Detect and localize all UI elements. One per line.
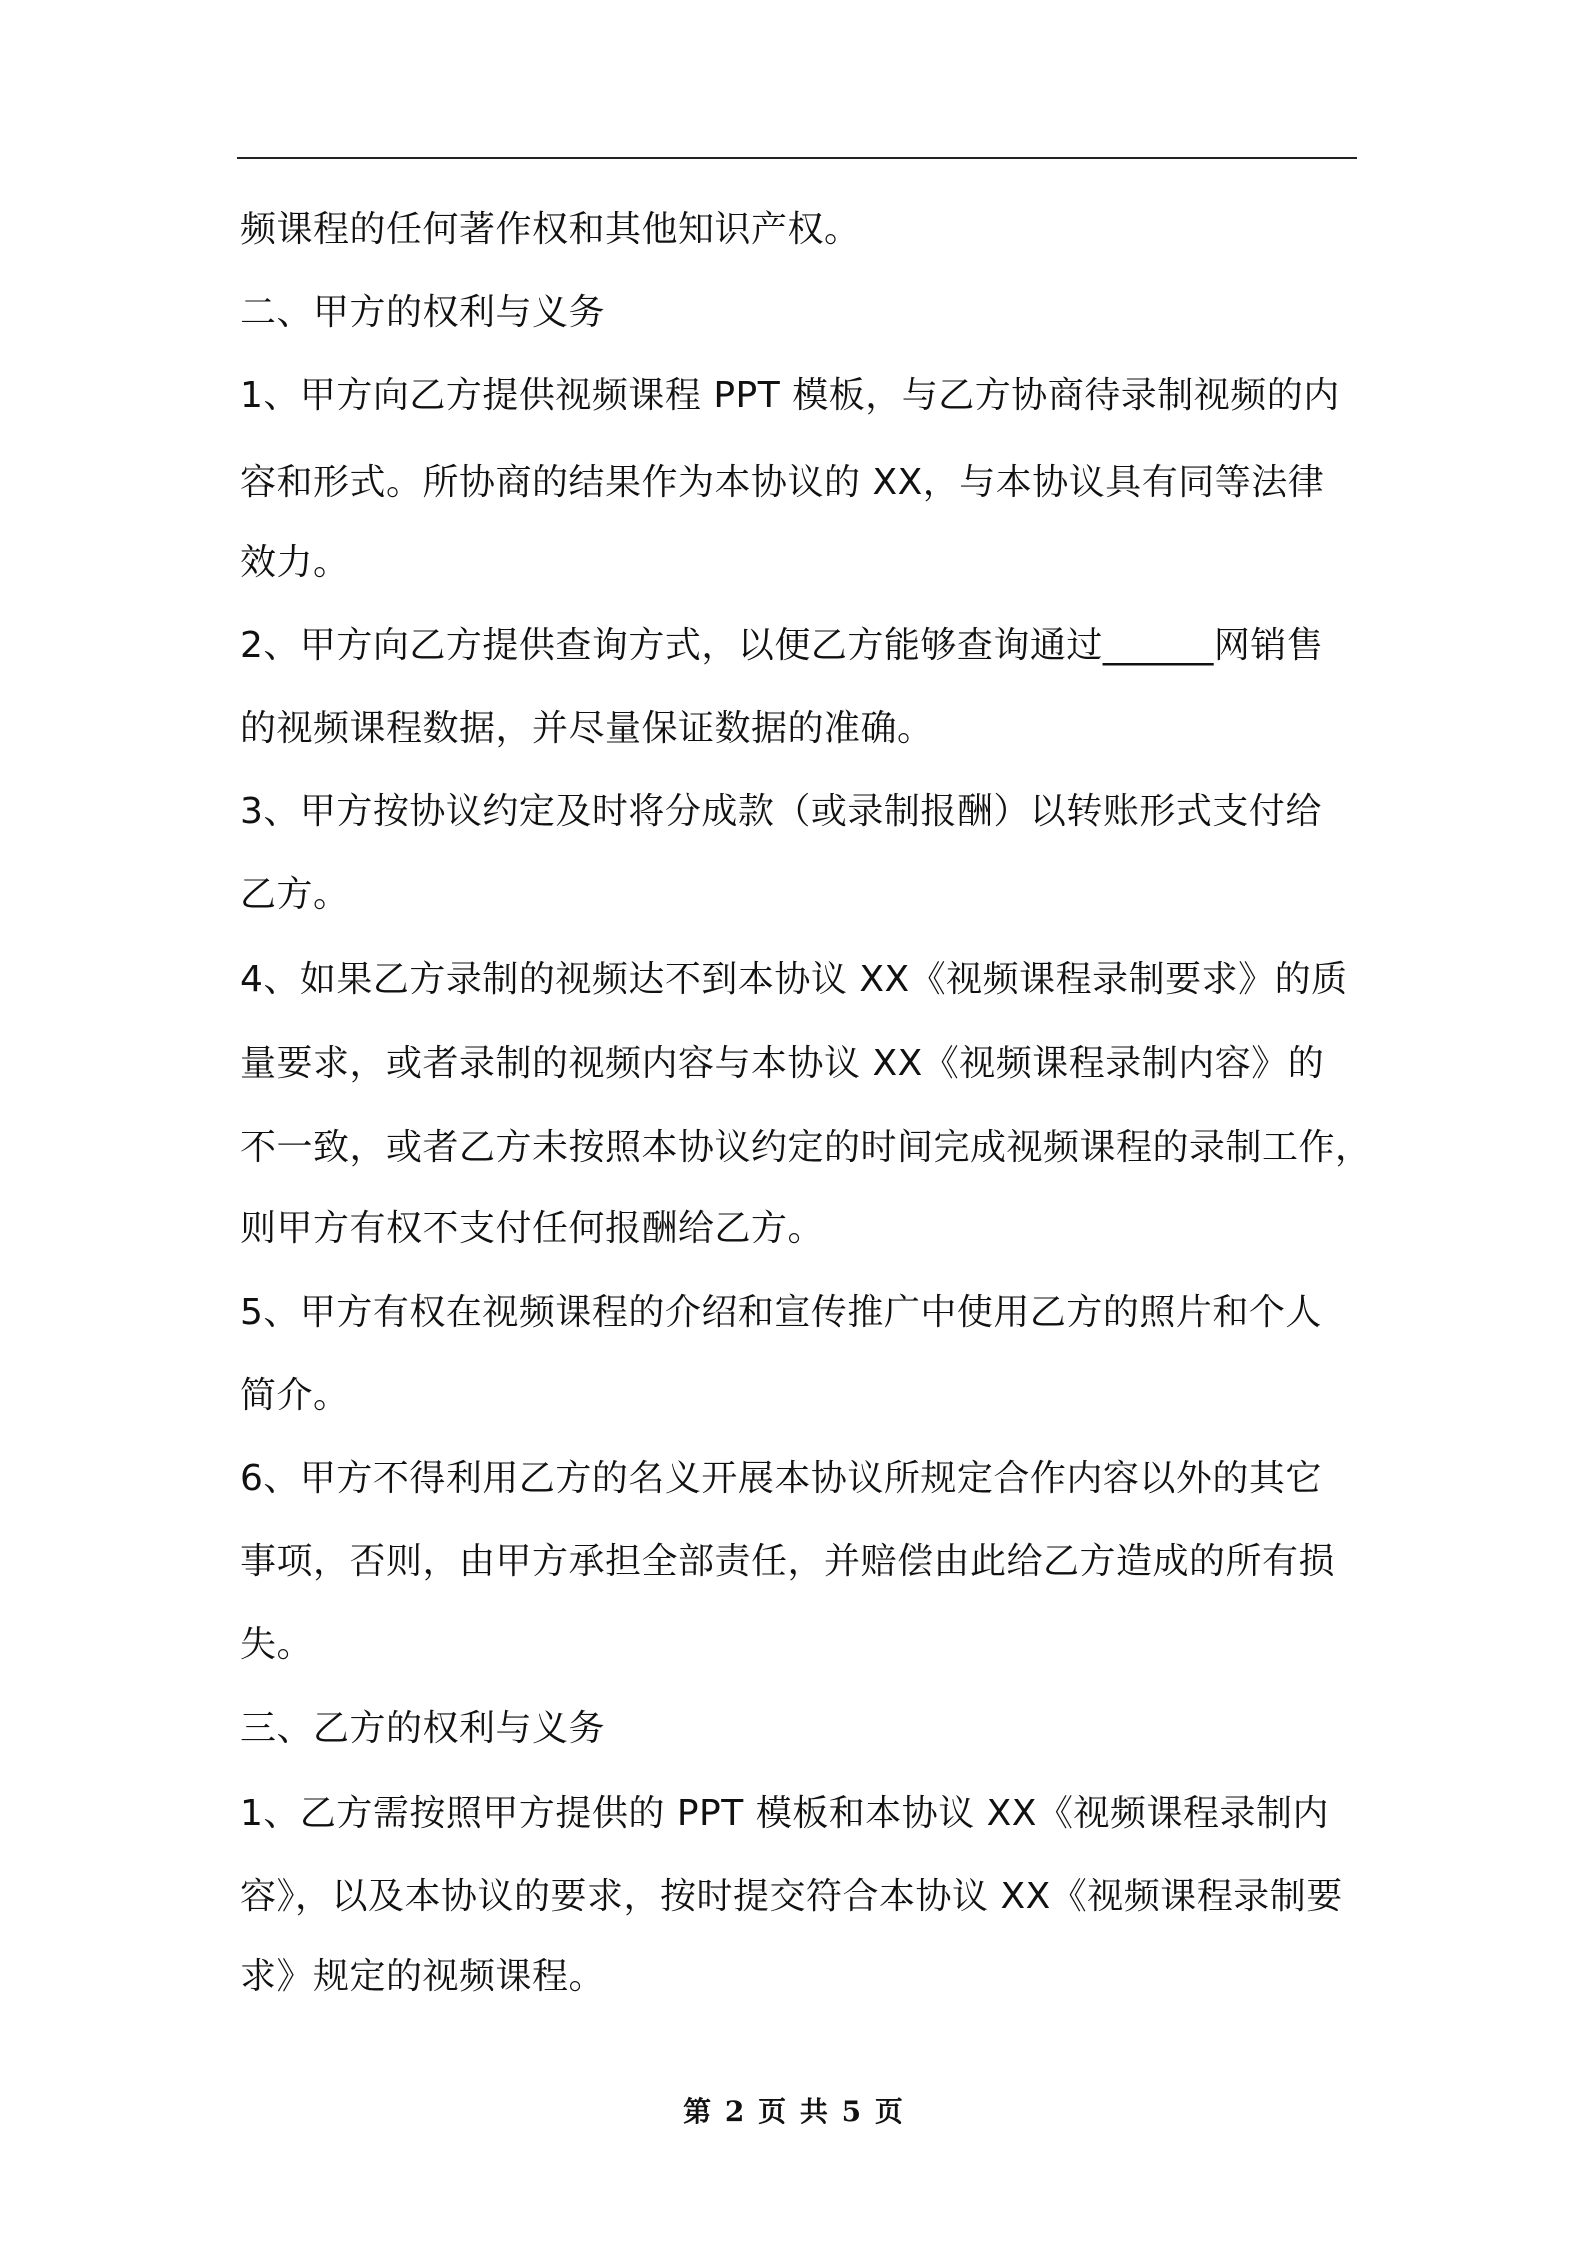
text-line: 不一致，或者乙方未按照本协议约定的时间完成视频课程的录制工作， — [240, 1127, 1372, 1168]
text-line: 容》，以及本协议的要求，按时提交符合本协议 XX《视频课程录制要 — [240, 1876, 1343, 1917]
text-line: 频课程的任何著作权和其他知识产权。 — [240, 209, 861, 250]
text-line: 效力。 — [240, 542, 350, 583]
text-line: 4、如果乙方录制的视频达不到本协议 XX《视频课程录制要求》的质 — [240, 959, 1348, 1000]
text-line: 2、甲方向乙方提供查询方式，以便乙方能够查询通过______网销售 — [240, 625, 1324, 666]
section-heading: 二、甲方的权利与义务 — [240, 292, 606, 333]
text-line: 失。 — [240, 1624, 314, 1665]
text-line: 5、甲方有权在视频课程的介绍和宣传推广中使用乙方的照片和个人 — [240, 1292, 1322, 1333]
text-line: 的视频课程数据，并尽量保证数据的准确。 — [240, 708, 934, 749]
text-line: 事项，否则，由甲方承担全部责任，并赔偿由此给乙方造成的所有损 — [240, 1541, 1336, 1582]
text-line: 乙方。 — [240, 874, 350, 915]
text-line: 容和形式。所协商的结果作为本协议的 XX，与本协议具有同等法律 — [240, 462, 1325, 503]
text-line: 1、甲方向乙方提供视频课程 PPT 模板，与乙方协商待录制视频的内 — [240, 375, 1340, 416]
section-heading: 三、乙方的权利与义务 — [240, 1708, 606, 1749]
text-line: 求》规定的视频课程。 — [240, 1956, 606, 1997]
text-line: 1、乙方需按照甲方提供的 PPT 模板和本协议 XX《视频课程录制内 — [240, 1793, 1329, 1834]
text-line: 6、甲方不得利用乙方的名义开展本协议所规定合作内容以外的其它 — [240, 1458, 1322, 1499]
text-line: 3、甲方按协议约定及时将分成款（或录制报酬）以转账形式支付给 — [240, 791, 1322, 832]
header-rule — [237, 157, 1357, 159]
text-line: 则甲方有权不支付任何报酬给乙方。 — [240, 1208, 825, 1249]
text-line: 量要求，或者录制的视频内容与本协议 XX《视频课程录制内容》的 — [240, 1043, 1325, 1084]
page-number: 第 2 页 共 5 页 — [683, 2095, 903, 2128]
text-line: 简介。 — [240, 1375, 350, 1416]
